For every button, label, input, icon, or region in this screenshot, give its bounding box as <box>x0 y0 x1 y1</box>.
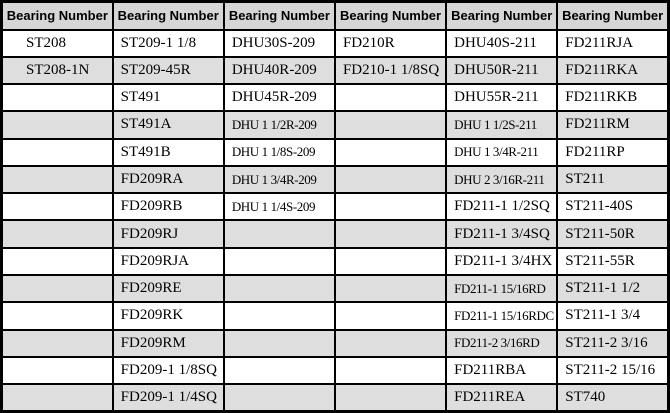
table-row <box>2 57 669 84</box>
bearing-cell: FD209-1 1/8SQ <box>113 357 224 384</box>
column-header-4: Bearing Number <box>335 2 446 30</box>
bearing-cell: FD211RM <box>557 111 668 138</box>
bearing-cell: ST211-2 15/16 <box>557 357 668 384</box>
table-row <box>2 302 669 329</box>
bearing-cell <box>224 248 335 275</box>
bearing-cell: FD211RKB <box>557 84 668 111</box>
bearing-cell <box>2 84 113 111</box>
table-row <box>2 166 669 193</box>
bearing-cell: ST211-2 3/16 <box>557 330 668 357</box>
bearing-cell: FD211-1 15/16RDC <box>446 302 557 329</box>
table-row <box>2 357 669 384</box>
bearing-cell <box>224 357 335 384</box>
table-row <box>2 275 669 302</box>
bearing-cell <box>335 275 446 302</box>
bearing-cell: FD211REA <box>446 384 557 411</box>
bearing-cell <box>2 275 113 302</box>
bearing-cell: FD211-1 3/4SQ <box>446 220 557 247</box>
bearing-cell: DHU45R-209 <box>224 84 335 111</box>
table-header-row <box>2 2 669 30</box>
bearing-cell <box>335 330 446 357</box>
bearing-cell: ST491 <box>113 84 224 111</box>
bearing-cell: FD211-1 1/2SQ <box>446 193 557 220</box>
bearing-cell <box>335 84 446 111</box>
bearing-cell: DHU 1 1/2R-209 <box>224 111 335 138</box>
bearing-cell: FD209RM <box>113 330 224 357</box>
bearing-cell <box>224 302 335 329</box>
bearing-cell: FD209RA <box>113 166 224 193</box>
bearing-cell <box>224 275 335 302</box>
bearing-cell <box>2 111 113 138</box>
bearing-cell: FD211RBA <box>446 357 557 384</box>
bearing-cell <box>2 302 113 329</box>
bearing-cell <box>2 357 113 384</box>
bearing-cell: DHU40S-211 <box>446 30 557 57</box>
table-row <box>2 384 669 411</box>
table-row <box>2 84 669 111</box>
bearing-cell: FD211-1 3/4HX <box>446 248 557 275</box>
bearing-cell: FD209RE <box>113 275 224 302</box>
bearing-cell: ST740 <box>557 384 668 411</box>
bearing-cell: FD211RJA <box>557 30 668 57</box>
bearing-cell: DHU30S-209 <box>224 30 335 57</box>
table-row <box>2 193 669 220</box>
bearing-cell <box>335 139 446 166</box>
bearing-cell: ST209-45R <box>113 57 224 84</box>
bearing-cell <box>224 330 335 357</box>
bearing-cell: DHU 1 3/4R-209 <box>224 166 335 193</box>
bearing-cell <box>224 384 335 411</box>
bearing-cell <box>335 302 446 329</box>
bearing-cell <box>2 220 113 247</box>
bearing-cell: DHU 1 3/4R-211 <box>446 139 557 166</box>
bearing-cell: FD209RJA <box>113 248 224 275</box>
bearing-cell: DHU 1 1/4S-209 <box>224 193 335 220</box>
bearing-cell: DHU 2 3/16R-211 <box>446 166 557 193</box>
bearing-cell: FD211-1 15/16RD <box>446 275 557 302</box>
table-row <box>2 220 669 247</box>
bearing-cell: ST211 <box>557 166 668 193</box>
bearing-cell: DHU 1 1/8S-209 <box>224 139 335 166</box>
bearing-cell: FD209RK <box>113 302 224 329</box>
bearing-cell <box>2 193 113 220</box>
table-row <box>2 111 669 138</box>
bearing-cell <box>2 384 113 411</box>
bearing-cell <box>224 220 335 247</box>
table-row <box>2 248 669 275</box>
bearing-cell: FD209-1 1/4SQ <box>113 384 224 411</box>
bearing-cell: FD210-1 1/8SQ <box>335 57 446 84</box>
bearing-cell: DHU 1 1/2S-211 <box>446 111 557 138</box>
column-header-1: Bearing Number <box>2 2 113 30</box>
table-row <box>2 330 669 357</box>
bearing-cell: FD211-2 3/16RD <box>446 330 557 357</box>
bearing-cell: DHU50R-211 <box>446 57 557 84</box>
bearing-cell <box>335 384 446 411</box>
bearing-cell: ST491B <box>113 139 224 166</box>
bearing-cell <box>2 139 113 166</box>
table-body <box>2 30 669 412</box>
column-header-6: Bearing Number <box>557 2 668 30</box>
bearing-cell: ST211-1 1/2 <box>557 275 668 302</box>
bearing-cell <box>335 111 446 138</box>
bearing-cell <box>2 248 113 275</box>
bearing-cell: DHU55R-211 <box>446 84 557 111</box>
bearing-cell: ST211-55R <box>557 248 668 275</box>
table-row <box>2 139 669 166</box>
bearing-cell: ST491A <box>113 111 224 138</box>
bearing-cell <box>335 166 446 193</box>
bearing-cell: ST211-50R <box>557 220 668 247</box>
bearing-cell: ST208 <box>2 30 113 57</box>
column-header-3: Bearing Number <box>224 2 335 30</box>
bearing-cell <box>2 166 113 193</box>
bearing-cell <box>335 357 446 384</box>
bearing-cell: FD209RB <box>113 193 224 220</box>
bearing-cell <box>2 330 113 357</box>
bearing-cell: ST211-40S <box>557 193 668 220</box>
bearing-cell: DHU40R-209 <box>224 57 335 84</box>
bearing-cell: ST209-1 1/8 <box>113 30 224 57</box>
table-row <box>2 30 669 57</box>
column-header-5: Bearing Number <box>446 2 557 30</box>
bearing-cell: FD210R <box>335 30 446 57</box>
bearing-cell: FD209RJ <box>113 220 224 247</box>
bearing-cell: FD211RKA <box>557 57 668 84</box>
bearing-cell: FD211RP <box>557 139 668 166</box>
column-header-2: Bearing Number <box>113 2 224 30</box>
bearing-cell <box>335 193 446 220</box>
bearing-cell <box>335 220 446 247</box>
bearing-cell: ST211-1 3/4 <box>557 302 668 329</box>
bearing-cell: ST208-1N <box>2 57 113 84</box>
bearing-cell <box>335 248 446 275</box>
